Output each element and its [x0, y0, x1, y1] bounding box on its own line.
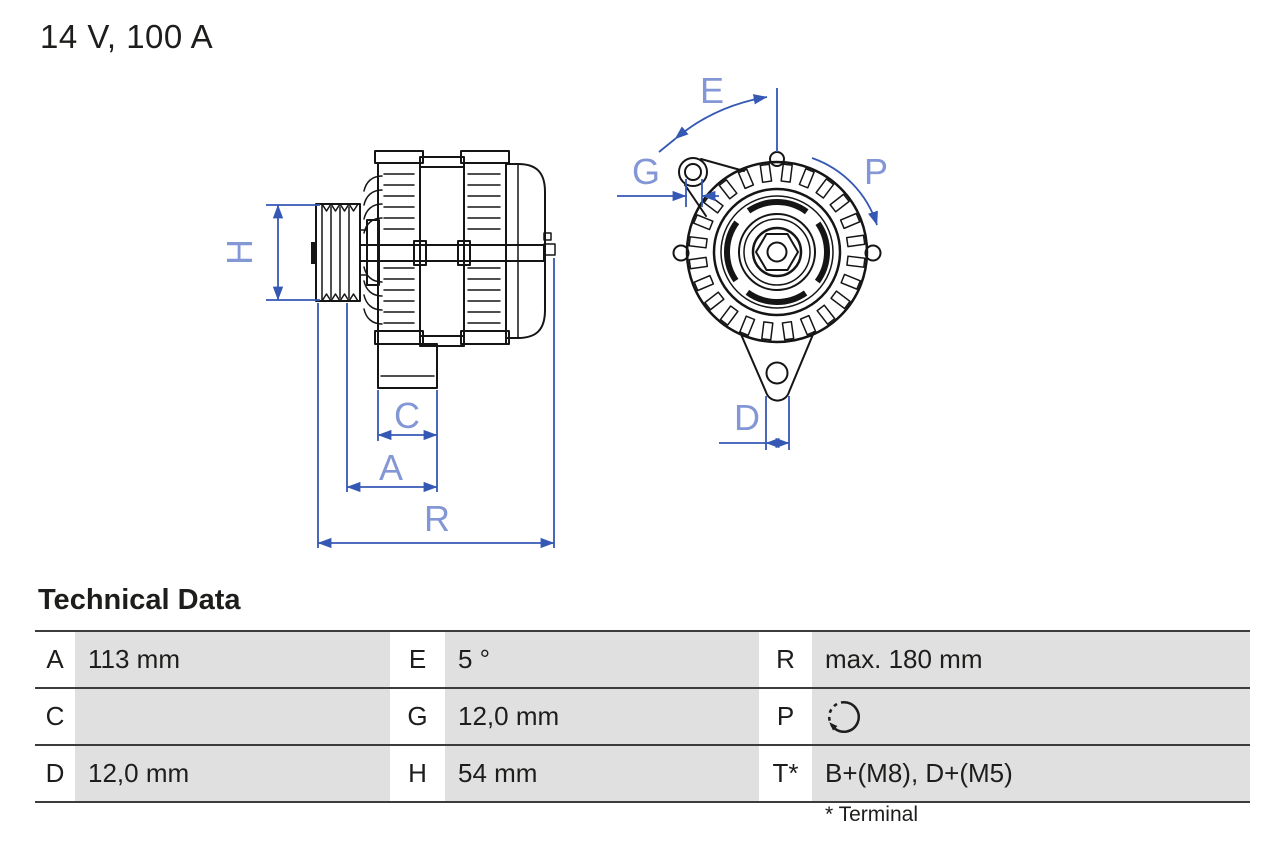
- dimension-label-G: G: [631, 151, 661, 192]
- dimension-label-D: D: [734, 397, 760, 438]
- alternator-front-view: [617, 70, 888, 450]
- table-row: [35, 687, 1250, 744]
- param-value-G: 12,0 mm: [445, 689, 759, 744]
- param-key-T: T*: [759, 746, 812, 801]
- param-key-G: G: [390, 689, 445, 744]
- rotation-clockwise-icon: [825, 698, 863, 736]
- dimension-H: [219, 205, 320, 300]
- technical-data-table: [35, 630, 1250, 803]
- table-row: [35, 630, 1250, 687]
- param-value-R: max. 180 mm: [812, 632, 1250, 687]
- dimension-label-A: A: [378, 447, 404, 488]
- alternator-side-view: [219, 151, 555, 548]
- param-key-A: A: [35, 632, 75, 687]
- param-value-P: [812, 689, 1250, 744]
- param-key-C: C: [35, 689, 75, 744]
- param-key-E: E: [390, 632, 445, 687]
- table-row: [35, 744, 1250, 801]
- param-key-R: R: [759, 632, 812, 687]
- dimension-label-P: P: [863, 151, 889, 192]
- pulley: [311, 204, 360, 301]
- param-key-P: P: [759, 689, 812, 744]
- dimension-label-R: R: [424, 498, 450, 539]
- vent-slots: [689, 164, 865, 340]
- page-title: 14 V, 100 A: [40, 18, 214, 55]
- mounting-foot: [378, 344, 437, 388]
- param-key-D: D: [35, 746, 75, 801]
- technical-data-heading: Technical Data: [38, 584, 241, 616]
- param-value-A: 113 mm: [75, 632, 390, 687]
- terminal-footnote: * Terminal: [825, 803, 918, 826]
- param-value-E: 5 °: [445, 632, 759, 687]
- param-value-H: 54 mm: [445, 746, 759, 801]
- param-key-H: H: [390, 746, 445, 801]
- shaft-spacers: [360, 220, 379, 285]
- param-value-T: B+(M8), D+(M5): [812, 746, 1250, 801]
- dimension-label-H: H: [219, 239, 260, 265]
- rear-cover: [506, 164, 545, 338]
- shaft-hex-nut: [756, 234, 798, 270]
- dimension-E: [659, 70, 777, 152]
- dimension-P: [812, 151, 888, 225]
- dimension-label-C: C: [394, 395, 420, 436]
- param-value-D: 12,0 mm: [75, 746, 390, 801]
- front-body: [687, 162, 867, 342]
- dimension-label-E: E: [699, 70, 725, 111]
- housing: [360, 151, 544, 346]
- dimension-D: [719, 396, 789, 450]
- param-value-C: [75, 689, 390, 744]
